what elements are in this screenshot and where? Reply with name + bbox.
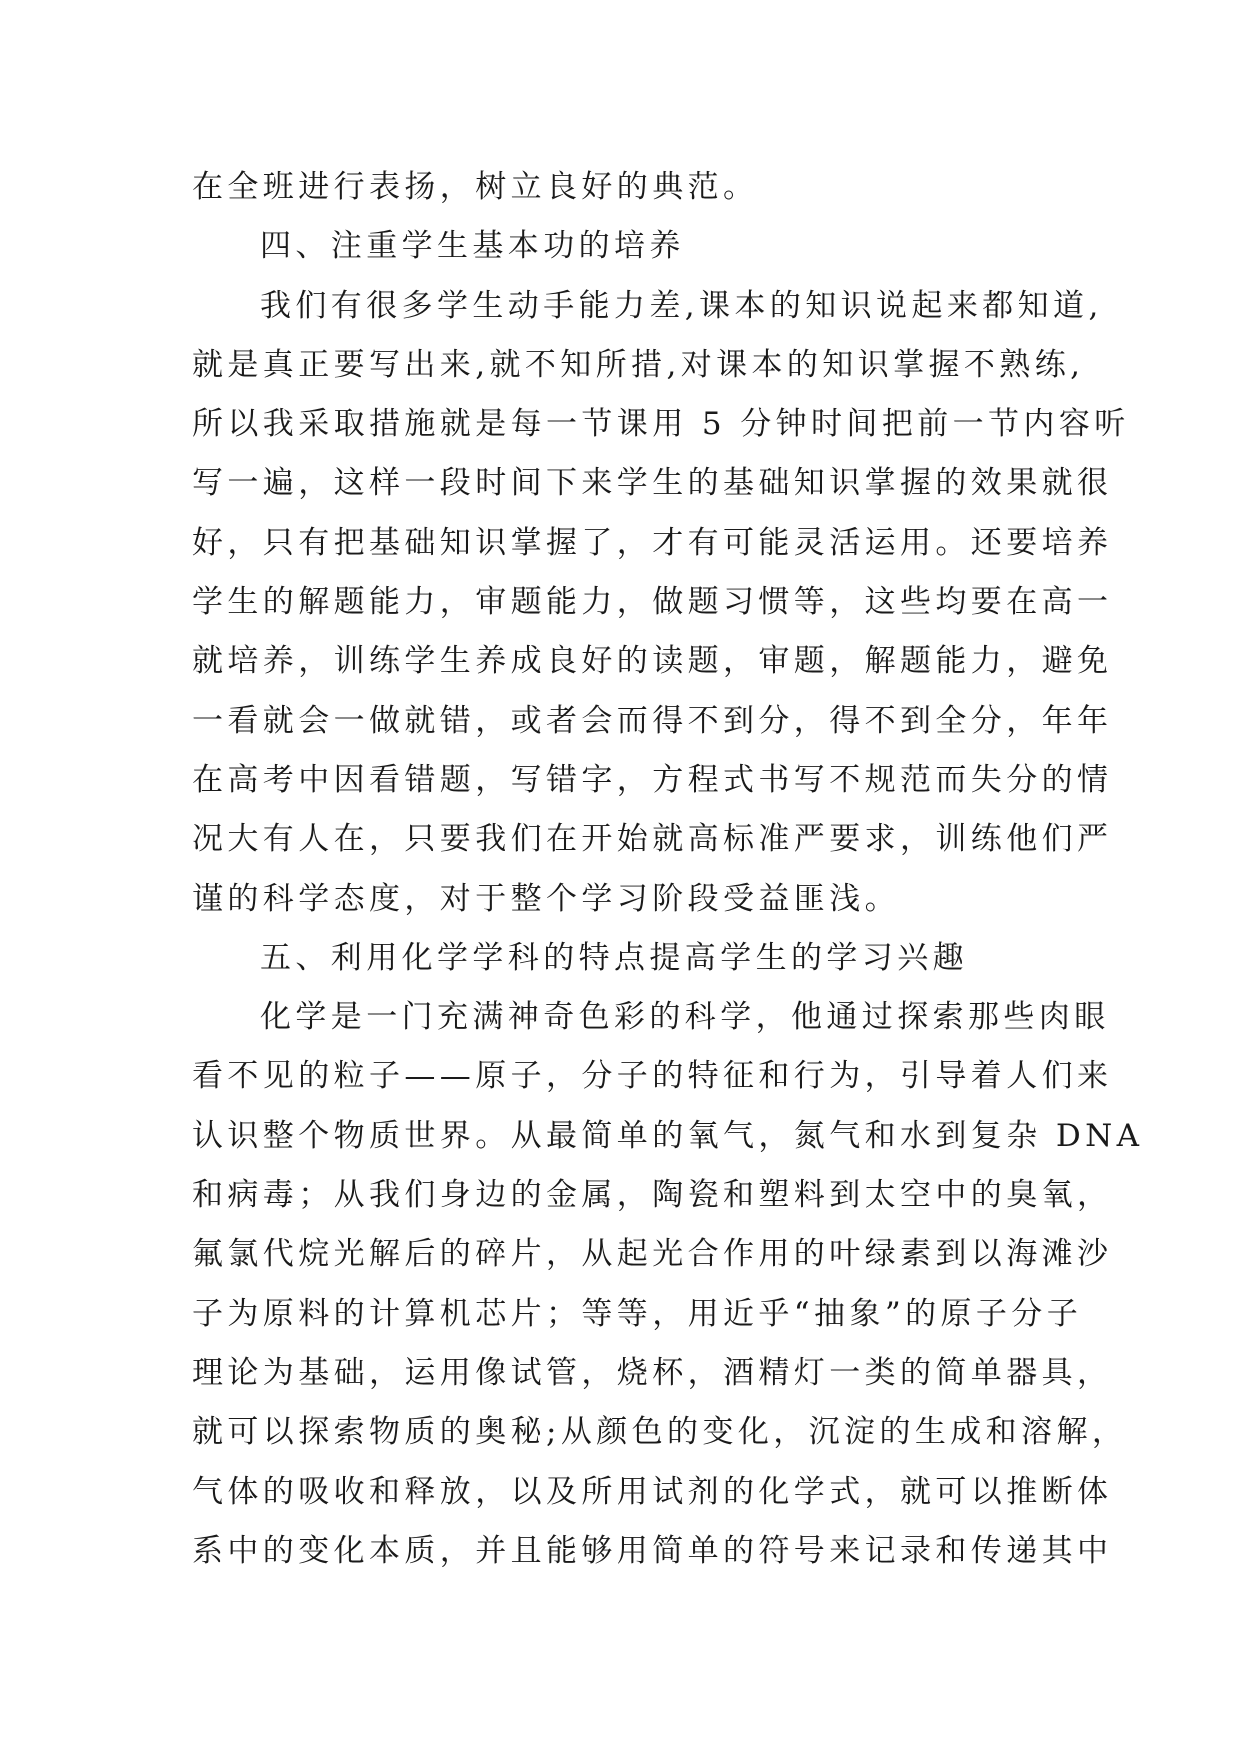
text-line-10: 一看就会一做就错，或者会而得不到分，得不到全分，年年 [192, 702, 1113, 739]
text-line-17: 认识整个物质世界。从最简单的氧气，氮气和水到复杂 DNA [192, 1117, 1144, 1154]
text-line-5: 所以我采取措施就是每一节课用 5 分钟时间把前一节内容听 [192, 406, 1130, 443]
text-line-8: 学生的解题能力，审题能力，做题习惯等，这些均要在高一 [192, 584, 1113, 621]
text-line-18: 和病毒；从我们身边的金属，陶瓷和塑料到太空中的臭氧， [192, 1177, 1113, 1214]
text-line-15: 化学是一门充满神奇色彩的科学，他通过探索那些肉眼 [260, 999, 1110, 1036]
section-heading-4: 四、注重学生基本功的培养 [260, 228, 685, 265]
text-line-21: 理论为基础，运用像试管，烧杯，酒精灯一类的简单器具， [192, 1354, 1113, 1391]
text-line-23: 气体的吸收和释放，以及所用试剂的化学式，就可以推断体 [192, 1473, 1113, 1510]
section-heading-5: 五、利用化学学科的特点提高学生的学习兴趣 [260, 939, 968, 976]
text-line-7: 好，只有把基础知识掌握了，才有可能灵活运用。还要培养 [192, 524, 1113, 561]
text-line-12: 况大有人在，只要我们在开始就高标准严要求，训练他们严 [192, 821, 1113, 858]
text-line-11: 在高考中因看错题，写错字，方程式书写不规范而失分的情 [192, 761, 1113, 798]
text-line-6: 写一遍，这样一段时间下来学生的基础知识掌握的效果就很 [192, 465, 1113, 502]
text-line-22: 就可以探索物质的奥秘;从颜色的变化，沉淀的生成和溶解， [192, 1414, 1128, 1451]
text-line-3: 我们有很多学生动手能力差,课本的知识说起来都知道, [260, 287, 1103, 324]
text-line-16: 看不见的粒子——原子，分子的特征和行为，引导着人们来 [192, 1058, 1113, 1095]
text-line-1: 在全班进行表扬，树立良好的典范。 [192, 169, 759, 205]
text-line-19: 氟氯代烷光解后的碎片，从起光合作用的叶绿素到以海滩沙 [192, 1236, 1113, 1273]
text-line-4: 就是真正要写出来,就不知所措,对课本的知识掌握不熟练, [192, 346, 1085, 383]
document-body [192, 158, 1144, 1581]
text-line-24: 系中的变化本质，并且能够用简单的符号来记录和传递其中 [192, 1532, 1113, 1569]
text-line-9: 就培养，训练学生养成良好的读题，审题，解题能力，避免 [192, 643, 1113, 680]
text-line-20: 子为原料的计算机芯片；等等，用近乎“抽象”的原子分子 [192, 1295, 1083, 1332]
text-line-13: 谨的科学态度，对于整个学习阶段受益匪浅。 [192, 880, 900, 917]
